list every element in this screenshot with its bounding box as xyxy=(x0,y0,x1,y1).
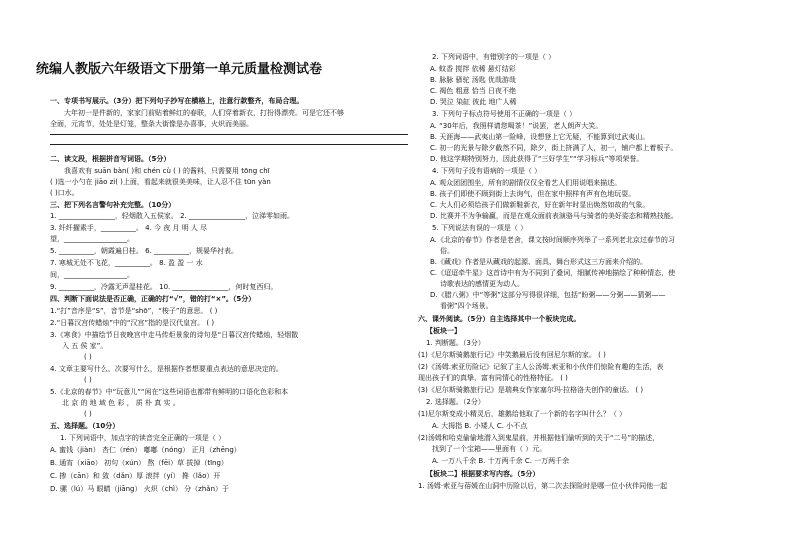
section-2-heading: 二、读文段，根据拼音写词语。（5分） xyxy=(50,155,171,163)
choice-option[interactable]: C. 掺（cān）和 敛（dǎn）厚 滚拌（yí） 搀（lǎo）开 xyxy=(50,472,221,480)
section-4-item: 1.“打”音序是“S”，音节是“shō”，“梭子”的意思。 ( ) xyxy=(50,307,218,315)
choice-option[interactable]: A. 大拇指 B. 小矮人 C. 小不点 xyxy=(432,422,528,430)
choice-option[interactable]: B. 脉脉 骚驼 汤匙 优哉游哉 xyxy=(430,76,516,84)
writing-line[interactable] xyxy=(50,134,408,135)
section-2-line: ( )选一小勺在 jiāo zi( )上面，看起来就很美美味，让人忍不住 tūn yàn xyxy=(50,178,271,186)
choice-option[interactable]: B.《藏戏》作者是从藏戏的起源、面具、舞台形式这三方面来介绍的。 xyxy=(430,258,648,266)
section-5-heading: 五、选择题。（10分） xyxy=(50,422,120,430)
choice-option[interactable]: D. 哭泣 染缸 彼此 地广人稀 xyxy=(430,98,517,106)
choice-option[interactable]: A. 蜜钱（jiàn） 杏仁（rén） 嘟嘟（nóng） 正月（zhēng） xyxy=(50,446,241,454)
question-stem: 1. 下列词语中，加点字的读音完全正确的一项是（ ） xyxy=(60,434,226,442)
choice-option[interactable]: A. 一万八千余 B. 十万两千余 C. 一万两千余 xyxy=(432,457,570,465)
section-4-heading: 四、判断下面说法是否正确，正确的打“√”，错的打“×”。（5分） xyxy=(50,295,256,303)
question-stem: 3. 下列句子标点符号使用不正确的一项是（ ） xyxy=(432,110,577,118)
question-stem: 5. 下列说法有误的一项是（ ） xyxy=(432,224,528,232)
section-3-line: 3. 纤纤擢素手，__________。 4. 今 夜 月 明 人 尽 xyxy=(50,224,208,232)
question-stem: (1)尼尔斯变成小精灵后，雄鹅给他取了一个新的名字叫什么？（ ） xyxy=(418,410,627,418)
section-3-line: 1. ________________，轻烟散入五侯家。 2. ________________，泣涕零如雨。 xyxy=(50,212,295,220)
judge-item: 现出孩子们的真挚、富有同情心的性格特征。 ( ) xyxy=(418,374,568,382)
judge-item: (1)《尼尔斯骑鹅旅行记》中笑鹅最后没有回尼尔斯的家。 ( ) xyxy=(418,351,606,359)
choice-option-cont: 诗歌表达的感情更为动人。 xyxy=(440,280,524,288)
question-stem: 找到了一个宝箱——里面有（ ）元。 xyxy=(432,445,547,453)
section-3-heading: 三、把下列名言警句补充完整。（10分） xyxy=(50,201,176,209)
section-3-line: 间，__________________。 xyxy=(50,271,134,279)
choice-option[interactable]: C.《迢迢牵牛星》这首诗中有为不同到了叠词，细腻传神地描绘了种种情态，使 xyxy=(430,269,676,277)
writing-line[interactable] xyxy=(50,144,408,145)
answer-bracket[interactable]: ( ) xyxy=(84,410,92,418)
judge-item: (3)《尼尔斯骑鹅旅行记》是瑞典女作家塞尔玛·拉格洛夫创作的童话。 ( ) xyxy=(418,386,644,394)
choice-option[interactable]: B. 天涯海——武夷山第一险峰，设想登上它无疑，不能算到过武夷山。 xyxy=(430,133,650,141)
section-4-item: 北 京 的 地 域 色 彩 ， 质 朴 真 实 。 xyxy=(62,399,180,407)
choice-option[interactable]: B. 通宵（xiāo） 初句（xún） 熬（fēi）草 拔掉（tīng） xyxy=(50,459,228,467)
section-3-line: 望，__________________。 xyxy=(50,235,134,243)
exam-title: 统编人教版六年级语文下册第一单元质量检测试卷 xyxy=(36,62,323,77)
block-1-label: 【板块一】 xyxy=(426,327,461,335)
choice-option[interactable]: D.《腊八粥》中“等粥”这部分写得很详细，包括“盼粥——分粥——猜粥—— xyxy=(430,291,666,299)
section-1-heading: 一、专项书写展示。（3分）把下列句子抄写在横格上，注意行款整齐，布局合理。 xyxy=(50,97,304,105)
question-stem: 4. 下列句子没有语病的一项是（ ） xyxy=(432,167,542,175)
section-4-item: 2.“日暮汉宫传蜡烛”中的“汉宫”指的是汉代皇宫。 ( ) xyxy=(50,319,215,327)
question-stem: 1. 判断题。（3分） xyxy=(426,339,485,347)
answer-bracket[interactable]: ( ) xyxy=(84,376,92,384)
question-stem: 2. 选择题。（2分） xyxy=(426,398,485,406)
question-stem: 2. 下列词语中，有错别字的一项是（ ） xyxy=(432,53,556,61)
choice-option[interactable]: C. 大人们必须给孩子们做新鞋新衣，好在新年时显出焕然如故的气象。 xyxy=(430,201,650,209)
choice-option[interactable]: A.《北京的春节》作者是老舍，课文按时间顺序列举了一系列老北京过春节的习 xyxy=(430,236,675,244)
section-1-text: 全面，元宵节，处处是灯笼，整条大街像是办喜事，火炽而美丽。 xyxy=(50,120,253,128)
section-6-heading: 六、课外阅读。（5分）自主选择其中一个板块完成。 xyxy=(418,315,581,323)
section-1-text: 大年初一是件新的，家家门前贴着鲜红的春联，人们穿着新衣，打扮得漂亮。可是它还不够 xyxy=(64,109,344,117)
question-stem: (2)汤姆和哈克偷偷地潜入到鬼屋前，并根据他们偷听到的关于“二号”的描述， xyxy=(418,434,660,442)
question-stem: 1. 汤姆·索亚与蓓媛在山洞中历险以后，第二次去探险时是哪一位小伙伴同他一起 xyxy=(418,482,668,490)
choice-option-cont: 看粥”四个场景。 xyxy=(440,302,493,310)
section-3-line: 9. __________，冷露无声湿桂花。 10. ________________，何时复西归。 xyxy=(50,283,278,291)
section-4-item: 4. 文章主要写什么，次要写什么，是根据作者想要重点表达的意思决定的。 xyxy=(50,365,283,373)
choice-option[interactable]: A. 观众团团围坐，所有的剧情仅仅全看艺人们用说唱来描述。 xyxy=(430,179,622,187)
section-3-line: 5. __________，朝霞遍日桂。 6. __________，规晏华衬表。 xyxy=(50,247,239,255)
section-4-item: 5.《北京的春节》中“玩意儿”“闲在”这些词语也都带有鲜明的口语化色彩和本 xyxy=(50,388,289,396)
choice-option-cont: 俗。 xyxy=(440,247,454,255)
answer-bracket[interactable]: ( ) xyxy=(84,353,92,361)
section-4-item: 入 五 侯 家”。 xyxy=(62,342,108,350)
choice-option[interactable]: A. “30年后，我照样请您喝茶！”说罢，老人朗声大笑。 xyxy=(430,122,603,130)
choice-option[interactable]: C. 褐色 粗意 恰当 日夜不绝 xyxy=(430,87,517,95)
choice-option[interactable]: D. 他这学期特别努力，因此获得了“三好学生”“学习标兵”等项荣誉。 xyxy=(430,155,644,163)
choice-option[interactable]: D. 比赛并不为争输赢，而是在观众面前表演骆马与骑者的美好姿态和精熟技能。 xyxy=(430,212,678,220)
section-4-item: 3.《寒食》中描绘节日夜晚宫中走马传炬景象的诗句是“日暮汉宫传蜡烛，轻烟散 xyxy=(50,331,299,339)
section-2-line: ( )口水。 xyxy=(50,189,79,197)
block-2-label: 【板块二】根据要求写内容。（5分） xyxy=(426,470,540,478)
choice-option[interactable]: A. 蚊香 搅拌 依稀 悬灯结彩 xyxy=(430,65,516,73)
choice-option[interactable]: B. 孩子们即使不顾到街上去询气，但在家中照样有声有色地玩耍。 xyxy=(430,190,636,198)
choice-option[interactable]: C. 初一的光景与除夕截然不同，除夕，街上挤满了人，初一，铺户都上着板子。 xyxy=(430,144,678,152)
judge-item: (2)《汤姆.索亚历险记》记叙了主人公汤姆.索亚和小伙伴们惊险有趣的生活，表 xyxy=(418,363,664,371)
section-2-line: 我喜欢有 suān bàn( )和 chén cù ( ) 的酱料，只需要用 tōng chī xyxy=(64,167,270,175)
choice-option[interactable]: D. 骡（lú）马 眼睛（jiāng） 火炽（chì） 分（zhǎn）于 xyxy=(50,485,230,493)
section-3-line: 7. 寒城无处不飞花，__________。 8. 盈 盈 一 水 xyxy=(50,259,203,267)
